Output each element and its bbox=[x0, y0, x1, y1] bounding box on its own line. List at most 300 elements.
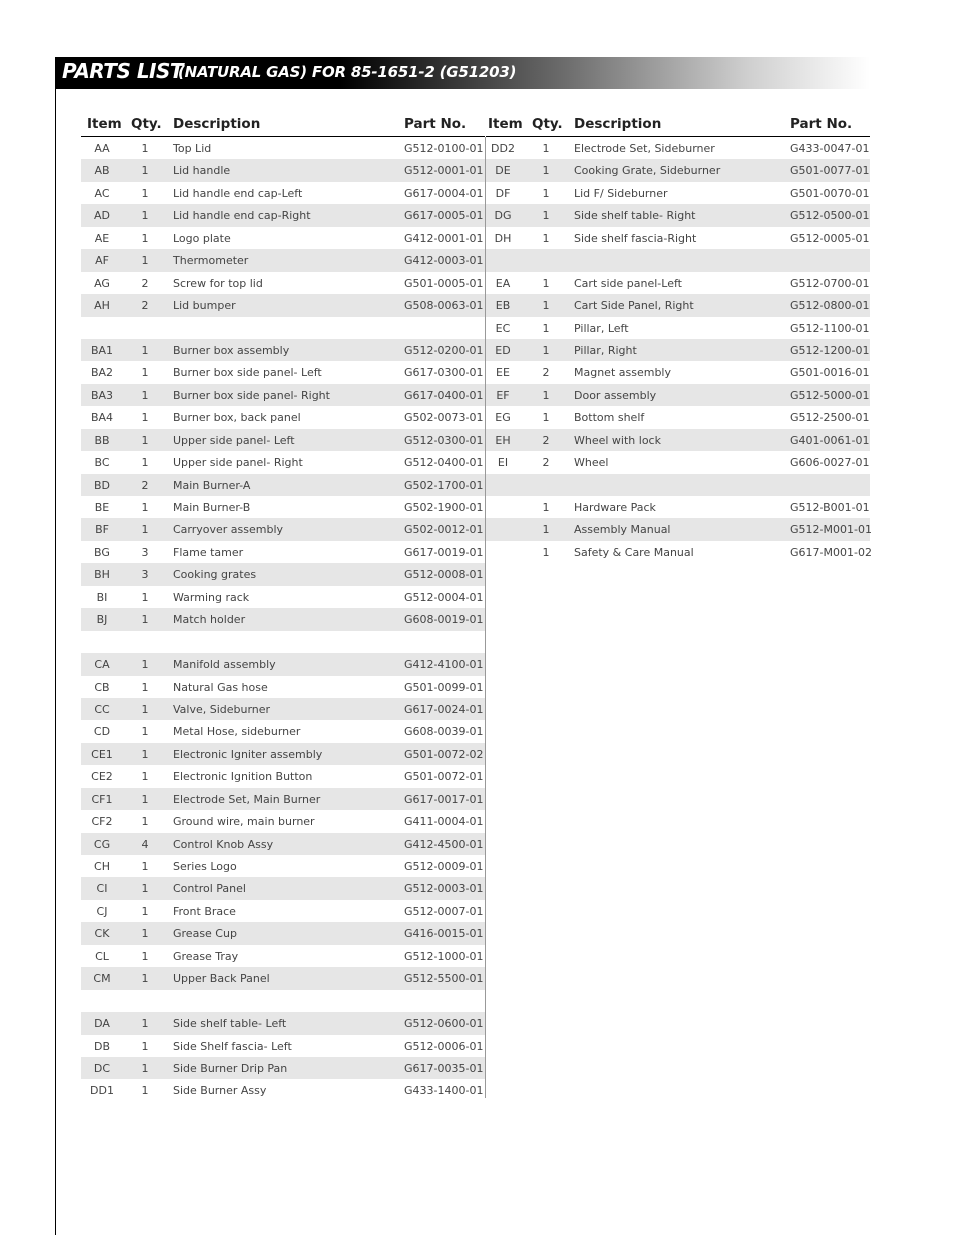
cell-part-no: G512-0008-01 bbox=[404, 568, 484, 582]
cell-qty: 1 bbox=[542, 411, 550, 425]
cell-item: DB bbox=[93, 1039, 111, 1053]
cell-item: BA2 bbox=[90, 366, 114, 380]
cell-description: Electronic Igniter assembly bbox=[173, 747, 323, 761]
cell-qty: 3 bbox=[141, 545, 149, 559]
cell-description: Burner box side panel- Left bbox=[173, 366, 322, 380]
table-row bbox=[81, 496, 485, 518]
cell-part-no: G512-M001-01 bbox=[790, 523, 872, 537]
cell-part-no: G617-0019-01 bbox=[404, 545, 484, 559]
cell-description: Pillar, Left bbox=[574, 321, 629, 335]
cell-qty: 2 bbox=[141, 299, 149, 313]
cell-description: Thermometer bbox=[173, 254, 249, 268]
cell-item: CK bbox=[94, 927, 110, 941]
cell-qty: 1 bbox=[542, 523, 550, 537]
cell-part-no: G412-0003-01 bbox=[404, 254, 484, 268]
cell-item: AG bbox=[94, 276, 110, 290]
table-row bbox=[81, 810, 485, 832]
cell-description: Cooking grates bbox=[173, 568, 257, 582]
cell-item: BA1 bbox=[90, 343, 114, 357]
table-row bbox=[81, 698, 485, 720]
cell-part-no: G411-0004-01 bbox=[404, 815, 484, 829]
table-header bbox=[81, 114, 485, 137]
table-row bbox=[486, 384, 870, 406]
table-row bbox=[486, 249, 870, 271]
cell-qty: 1 bbox=[141, 658, 149, 672]
cell-qty: 1 bbox=[141, 904, 149, 918]
cell-description: Upper Back Panel bbox=[173, 972, 270, 986]
table-row bbox=[81, 743, 485, 765]
cell-description: Side Burner Drip Pan bbox=[173, 1061, 288, 1075]
table-row bbox=[81, 1035, 485, 1057]
header-qty: Qty. bbox=[532, 116, 563, 132]
cell-qty: 1 bbox=[141, 725, 149, 739]
cell-description: Logo plate bbox=[173, 231, 231, 245]
cell-description: Safety & Care Manual bbox=[574, 545, 694, 559]
cell-qty: 3 bbox=[141, 568, 149, 582]
cell-qty: 1 bbox=[141, 613, 149, 627]
cell-description: Metal Hose, sideburner bbox=[173, 725, 301, 739]
cell-part-no: G617-0004-01 bbox=[404, 186, 484, 200]
cell-part-no: G512-0300-01 bbox=[404, 433, 484, 447]
cell-part-no: G502-1900-01 bbox=[404, 501, 484, 514]
cell-part-no: G401-0061-01 bbox=[790, 433, 870, 447]
table-row bbox=[81, 227, 485, 249]
cell-description: Bottom shelf bbox=[574, 411, 645, 425]
cell-description: Wheel bbox=[574, 456, 609, 470]
cell-qty: 1 bbox=[542, 343, 550, 357]
cell-part-no: G512-B001-01 bbox=[790, 501, 870, 514]
table-row bbox=[81, 631, 485, 653]
cell-qty: 1 bbox=[141, 186, 149, 200]
table-row bbox=[486, 272, 870, 294]
cell-part-no: G512-0009-01 bbox=[404, 860, 484, 873]
cell-description: Side shelf table- Left bbox=[173, 1017, 287, 1031]
cell-part-no: G512-0005-01 bbox=[790, 231, 870, 245]
cell-part-no: G617-M001-02 bbox=[790, 545, 872, 559]
cell-description: Hardware Pack bbox=[574, 501, 656, 514]
cell-part-no: G512-0700-01 bbox=[790, 276, 870, 290]
table-row bbox=[81, 541, 485, 563]
cell-description: Lid F/ Sideburner bbox=[574, 186, 668, 200]
header-part-no: Part No. bbox=[790, 116, 853, 132]
cell-description: Screw for top lid bbox=[173, 276, 263, 290]
cell-part-no: G412-4100-01 bbox=[404, 658, 484, 672]
cell-qty: 1 bbox=[141, 388, 149, 402]
title-bar bbox=[55, 57, 870, 89]
table-row bbox=[81, 249, 485, 271]
cell-qty: 1 bbox=[141, 501, 149, 514]
cell-part-no: G501-0072-01 bbox=[404, 770, 484, 784]
cell-qty: 2 bbox=[141, 478, 149, 492]
cell-part-no: G502-1700-01 bbox=[404, 478, 484, 492]
table-body bbox=[486, 137, 870, 563]
cell-item: CE1 bbox=[91, 747, 113, 761]
cell-item: CH bbox=[94, 860, 110, 873]
cell-item: CC bbox=[94, 702, 110, 716]
table-row bbox=[81, 877, 485, 899]
cell-description: Flame tamer bbox=[173, 545, 244, 559]
cell-qty: 1 bbox=[141, 702, 149, 716]
cell-part-no: G433-0047-01 bbox=[790, 142, 870, 155]
cell-description: Main Burner-B bbox=[173, 501, 251, 514]
cell-description: Cart side panel-Left bbox=[574, 276, 682, 290]
cell-qty: 2 bbox=[141, 276, 149, 290]
cell-description: Magnet assembly bbox=[574, 366, 671, 380]
cell-part-no: G501-0072-02 bbox=[404, 747, 484, 761]
table-row bbox=[81, 833, 485, 855]
cell-qty: 2 bbox=[542, 433, 550, 447]
table-row bbox=[486, 317, 870, 339]
cell-part-no: G512-1200-01 bbox=[790, 343, 870, 357]
table-row bbox=[486, 159, 870, 181]
table-row bbox=[486, 451, 870, 473]
cell-description: Cooking Grate, Sideburner bbox=[574, 164, 721, 178]
cell-part-no: G512-0004-01 bbox=[404, 590, 484, 604]
cell-item: CF2 bbox=[91, 815, 113, 829]
cell-item: BA3 bbox=[90, 388, 114, 402]
cell-item: EA bbox=[495, 276, 511, 290]
cell-description: Upper side panel- Left bbox=[173, 433, 295, 447]
cell-item: CE2 bbox=[91, 770, 113, 784]
cell-qty: 1 bbox=[141, 523, 149, 537]
table-row bbox=[81, 900, 485, 922]
table-row bbox=[81, 474, 485, 496]
cell-part-no: G617-0017-01 bbox=[404, 792, 484, 806]
table-row bbox=[486, 182, 870, 204]
cell-item: BH bbox=[94, 568, 110, 582]
cell-description: Side shelf table- Right bbox=[574, 209, 696, 223]
header-description: Description bbox=[574, 116, 662, 132]
table-row bbox=[486, 474, 870, 496]
cell-part-no: G501-0077-01 bbox=[790, 164, 870, 178]
cell-part-no: G512-1100-01 bbox=[790, 321, 870, 335]
cell-part-no: G606-0027-01 bbox=[790, 456, 870, 470]
cell-description: Warming rack bbox=[173, 590, 250, 604]
cell-qty: 1 bbox=[141, 949, 149, 963]
cell-description: Lid bumper bbox=[173, 299, 236, 313]
cell-item: BB bbox=[94, 433, 110, 447]
cell-part-no: G416-0015-01 bbox=[404, 927, 484, 941]
cell-qty: 1 bbox=[141, 1017, 149, 1031]
table-row bbox=[81, 945, 485, 967]
cell-item: DH bbox=[494, 231, 512, 245]
cell-item: CI bbox=[96, 882, 108, 896]
cell-qty: 1 bbox=[141, 142, 149, 155]
cell-part-no: G501-0070-01 bbox=[790, 186, 870, 200]
table-row bbox=[81, 451, 485, 473]
cell-qty: 1 bbox=[141, 209, 149, 223]
cell-part-no: G608-0019-01 bbox=[404, 613, 484, 627]
cell-description: Lid handle bbox=[173, 164, 231, 178]
table-row bbox=[81, 137, 485, 159]
cell-description: Control Panel bbox=[173, 882, 246, 896]
cell-qty: 1 bbox=[141, 590, 149, 604]
cell-item: AE bbox=[94, 231, 110, 245]
table-row bbox=[81, 361, 485, 383]
cell-part-no: G512-0006-01 bbox=[404, 1039, 484, 1053]
cell-qty: 1 bbox=[542, 545, 550, 559]
page-title: PARTS LIST bbox=[62, 59, 184, 83]
cell-item: AF bbox=[95, 254, 109, 268]
cell-item: EB bbox=[495, 299, 511, 313]
cell-part-no: G512-0800-01 bbox=[790, 299, 870, 313]
cell-description: Electrode Set, Main Burner bbox=[173, 792, 321, 806]
cell-part-no: G501-0016-01 bbox=[790, 366, 870, 380]
table-row bbox=[486, 137, 870, 159]
cell-item: EI bbox=[497, 456, 509, 470]
cell-part-no: G617-0024-01 bbox=[404, 702, 484, 716]
cell-description: Control Knob Assy bbox=[173, 837, 274, 851]
cell-part-no: G512-2500-01 bbox=[790, 411, 870, 425]
cell-item: BG bbox=[94, 545, 110, 559]
table-row bbox=[81, 788, 485, 810]
cell-item: ED bbox=[495, 343, 511, 357]
cell-qty: 1 bbox=[542, 142, 550, 155]
cell-part-no: G501-0099-01 bbox=[404, 680, 484, 694]
cell-qty: 1 bbox=[542, 209, 550, 223]
cell-part-no: G512-0500-01 bbox=[790, 209, 870, 223]
cell-part-no: G412-4500-01 bbox=[404, 837, 484, 851]
cell-part-no: G617-0035-01 bbox=[404, 1061, 484, 1075]
cell-description: Pillar, Right bbox=[574, 343, 637, 357]
cell-qty: 1 bbox=[141, 792, 149, 806]
cell-description: Electronic Ignition Button bbox=[173, 770, 313, 784]
cell-item: EG bbox=[495, 411, 511, 425]
table-row bbox=[81, 406, 485, 428]
cell-item: AH bbox=[94, 299, 110, 313]
cell-description: Main Burner-A bbox=[173, 478, 251, 492]
table-row bbox=[81, 1057, 485, 1079]
cell-item: CF1 bbox=[91, 792, 113, 806]
cell-item: CD bbox=[93, 725, 111, 739]
cell-qty: 2 bbox=[542, 456, 550, 470]
table-row bbox=[486, 204, 870, 226]
cell-description: Side Burner Assy bbox=[173, 1084, 267, 1098]
cell-qty: 1 bbox=[542, 186, 550, 200]
cell-qty: 1 bbox=[542, 164, 550, 178]
cell-item: BD bbox=[93, 478, 111, 492]
cell-item: CB bbox=[94, 680, 110, 694]
cell-part-no: G512-0400-01 bbox=[404, 456, 484, 470]
cell-description: Grease Tray bbox=[173, 949, 239, 963]
cell-description: Burner box, back panel bbox=[173, 411, 301, 425]
table-row bbox=[81, 720, 485, 742]
cell-description: Burner box assembly bbox=[173, 343, 290, 357]
cell-description: Electrode Set, Sideburner bbox=[574, 142, 715, 155]
table-row bbox=[81, 563, 485, 585]
table-row bbox=[81, 676, 485, 698]
cell-qty: 1 bbox=[542, 276, 550, 290]
cell-item: DF bbox=[495, 186, 511, 200]
header-qty: Qty. bbox=[131, 116, 162, 132]
cell-item: DD2 bbox=[491, 142, 515, 155]
cell-description: Match holder bbox=[173, 613, 246, 627]
table-row bbox=[81, 429, 485, 451]
header-description: Description bbox=[173, 116, 261, 132]
cell-qty: 1 bbox=[141, 1039, 149, 1053]
table-row bbox=[486, 541, 870, 563]
cell-item: AC bbox=[94, 186, 110, 200]
cell-description: Top Lid bbox=[173, 142, 212, 155]
parts-table-left bbox=[81, 114, 485, 1102]
cell-item: CL bbox=[95, 949, 109, 963]
cell-item: BA4 bbox=[90, 411, 114, 425]
table-body bbox=[81, 137, 485, 1102]
cell-qty: 1 bbox=[141, 411, 149, 425]
table-row bbox=[81, 608, 485, 630]
cell-part-no: G512-5500-01 bbox=[404, 972, 484, 986]
cell-description: Valve, Sideburner bbox=[173, 702, 271, 716]
cell-item: AA bbox=[94, 142, 110, 155]
page-subtitle: (NATURAL GAS) FOR 85-1651-2 (G51203) bbox=[178, 63, 517, 81]
cell-item: EC bbox=[495, 321, 511, 335]
cell-qty: 1 bbox=[542, 231, 550, 245]
table-row bbox=[81, 990, 485, 1012]
cell-item: BI bbox=[96, 590, 108, 604]
cell-description: Carryover assembly bbox=[173, 523, 284, 537]
cell-qty: 1 bbox=[542, 388, 550, 402]
cell-qty: 1 bbox=[141, 882, 149, 896]
table-row bbox=[486, 496, 870, 518]
header-item: Item bbox=[87, 116, 122, 132]
table-row bbox=[81, 855, 485, 877]
cell-part-no: G502-0073-01 bbox=[404, 411, 484, 425]
cell-part-no: G608-0039-01 bbox=[404, 725, 484, 739]
cell-part-no: G512-0003-01 bbox=[404, 882, 484, 896]
cell-item: BE bbox=[94, 501, 110, 514]
table-row bbox=[81, 518, 485, 540]
cell-description: Series Logo bbox=[173, 860, 237, 873]
table-row bbox=[486, 429, 870, 451]
cell-description: Grease Cup bbox=[173, 927, 237, 941]
cell-qty: 2 bbox=[542, 366, 550, 380]
table-row bbox=[81, 1012, 485, 1034]
cell-part-no: G512-0100-01 bbox=[404, 142, 484, 155]
cell-qty: 1 bbox=[141, 254, 149, 268]
cell-part-no: G512-5000-01 bbox=[790, 388, 870, 402]
table-header bbox=[486, 114, 870, 137]
cell-description: Wheel with lock bbox=[574, 433, 661, 447]
table-row bbox=[486, 361, 870, 383]
cell-description: Ground wire, main burner bbox=[173, 815, 315, 829]
cell-part-no: G508-0063-01 bbox=[404, 299, 484, 313]
cell-part-no: G512-0007-01 bbox=[404, 904, 484, 918]
header-part-no: Part No. bbox=[404, 116, 467, 132]
table-row bbox=[81, 317, 485, 339]
cell-qty: 1 bbox=[141, 164, 149, 178]
cell-qty: 1 bbox=[141, 231, 149, 245]
cell-part-no: G617-0400-01 bbox=[404, 388, 484, 402]
cell-item: AB bbox=[94, 164, 110, 178]
table-row bbox=[81, 272, 485, 294]
cell-item: CM bbox=[93, 972, 111, 986]
cell-item: CJ bbox=[96, 904, 108, 918]
cell-part-no: G433-1400-01 bbox=[404, 1084, 484, 1098]
cell-item: BF bbox=[95, 523, 109, 537]
cell-description: Door assembly bbox=[574, 388, 657, 402]
cell-description: Cart Side Panel, Right bbox=[574, 299, 694, 313]
table-row bbox=[486, 339, 870, 361]
cell-qty: 1 bbox=[141, 343, 149, 357]
cell-qty: 1 bbox=[542, 299, 550, 313]
cell-qty: 1 bbox=[141, 747, 149, 761]
cell-qty: 1 bbox=[141, 456, 149, 470]
table-row bbox=[81, 294, 485, 316]
table-row bbox=[81, 182, 485, 204]
cell-qty: 1 bbox=[141, 815, 149, 829]
table-row bbox=[81, 586, 485, 608]
cell-item: EF bbox=[496, 388, 510, 402]
cell-item: DA bbox=[94, 1017, 110, 1031]
cell-qty: 1 bbox=[542, 501, 550, 514]
cell-description: Lid handle end cap-Right bbox=[173, 209, 311, 223]
cell-qty: 1 bbox=[141, 366, 149, 380]
cell-qty: 1 bbox=[141, 433, 149, 447]
cell-description: Side shelf fascia-Right bbox=[574, 231, 697, 245]
cell-description: Front Brace bbox=[173, 904, 236, 918]
cell-description: Burner box side panel- Right bbox=[173, 388, 330, 402]
cell-item: BC bbox=[94, 456, 110, 470]
cell-item: AD bbox=[94, 209, 110, 223]
cell-description: Side Shelf fascia- Left bbox=[173, 1039, 292, 1053]
cell-description: Lid handle end cap-Left bbox=[173, 186, 303, 200]
table-row bbox=[486, 518, 870, 540]
cell-part-no: G512-0001-01 bbox=[404, 164, 484, 178]
cell-description: Natural Gas hose bbox=[173, 680, 268, 694]
cell-item: DD1 bbox=[90, 1084, 114, 1098]
cell-item: DE bbox=[495, 164, 511, 178]
cell-description: Manifold assembly bbox=[173, 658, 276, 672]
header-item: Item bbox=[488, 116, 523, 132]
table-row bbox=[81, 204, 485, 226]
cell-qty: 1 bbox=[141, 680, 149, 694]
table-row bbox=[486, 227, 870, 249]
parts-table-right bbox=[486, 114, 870, 563]
cell-part-no: G512-1000-01 bbox=[404, 949, 484, 963]
cell-item: BJ bbox=[96, 613, 108, 627]
table-row bbox=[81, 384, 485, 406]
cell-qty: 1 bbox=[141, 860, 149, 873]
cell-qty: 1 bbox=[141, 770, 149, 784]
cell-item: CG bbox=[93, 837, 111, 851]
cell-part-no: G617-0300-01 bbox=[404, 366, 484, 380]
cell-item: EE bbox=[496, 366, 510, 380]
table-row bbox=[81, 922, 485, 944]
cell-qty: 1 bbox=[141, 927, 149, 941]
cell-qty: 1 bbox=[141, 1084, 149, 1098]
cell-description: Upper side panel- Right bbox=[173, 456, 303, 470]
cell-item: DC bbox=[93, 1061, 111, 1075]
cell-item: DG bbox=[494, 209, 512, 223]
table-row bbox=[81, 339, 485, 361]
table-row bbox=[81, 967, 485, 989]
cell-qty: 1 bbox=[542, 321, 550, 335]
cell-qty: 4 bbox=[141, 837, 149, 851]
cell-qty: 1 bbox=[141, 972, 149, 986]
table-row bbox=[486, 294, 870, 316]
table-row bbox=[81, 159, 485, 181]
table-row bbox=[486, 406, 870, 428]
cell-item: CA bbox=[94, 658, 110, 672]
cell-part-no: G617-0005-01 bbox=[404, 209, 484, 223]
cell-description: Assembly Manual bbox=[574, 523, 671, 537]
cell-qty: 1 bbox=[141, 1061, 149, 1075]
cell-part-no: G502-0012-01 bbox=[404, 523, 484, 537]
table-row bbox=[81, 653, 485, 675]
cell-part-no: G501-0005-01 bbox=[404, 276, 484, 290]
table-row bbox=[81, 765, 485, 787]
table-row bbox=[81, 1079, 485, 1101]
